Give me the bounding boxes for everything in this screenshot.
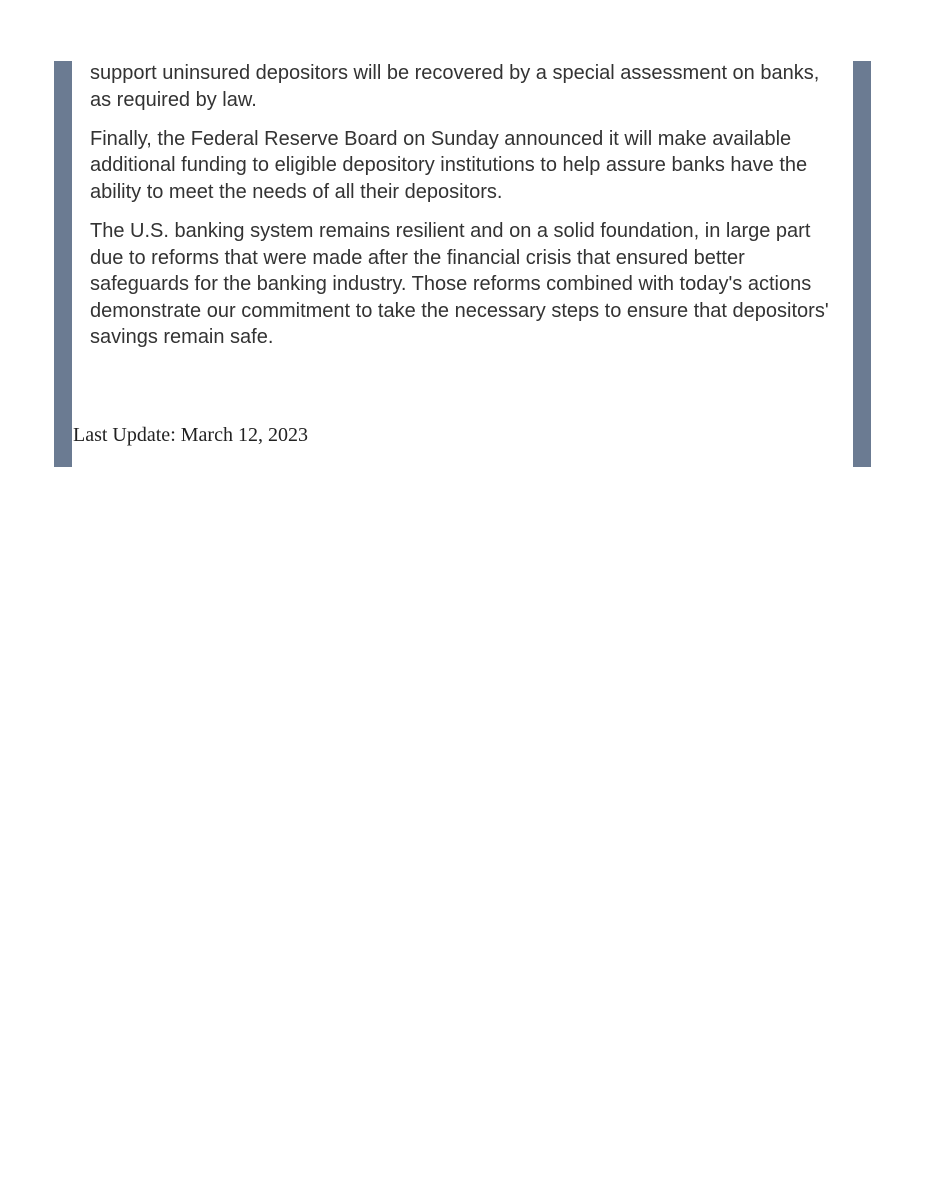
last-update-text: Last Update: March 12, 2023 [73, 424, 308, 446]
article-frame [54, 61, 871, 467]
left-border-bar [54, 61, 72, 467]
article-paragraph: The U.S. banking system remains resilient and on a solid foundation, in large part due to reforms that were made after the financial crisis that ensured better safeguards for the banking industry. Those reforms combined with today's actions demonstrate our commitment to take the necessary steps to ensure that depositors' savings remain safe. [90, 219, 829, 349]
article-body [90, 61, 836, 363]
right-border-bar [853, 61, 871, 467]
article-paragraph: Finally, the Federal Reserve Board on Sunday announced it will make available additional funding to eligible depository institutions to help assure banks have the ability to meet the needs of all their depositors. [90, 127, 808, 203]
article-paragraph: support uninsured depositors will be recovered by a special assessment on banks, as required by law. [90, 62, 820, 111]
